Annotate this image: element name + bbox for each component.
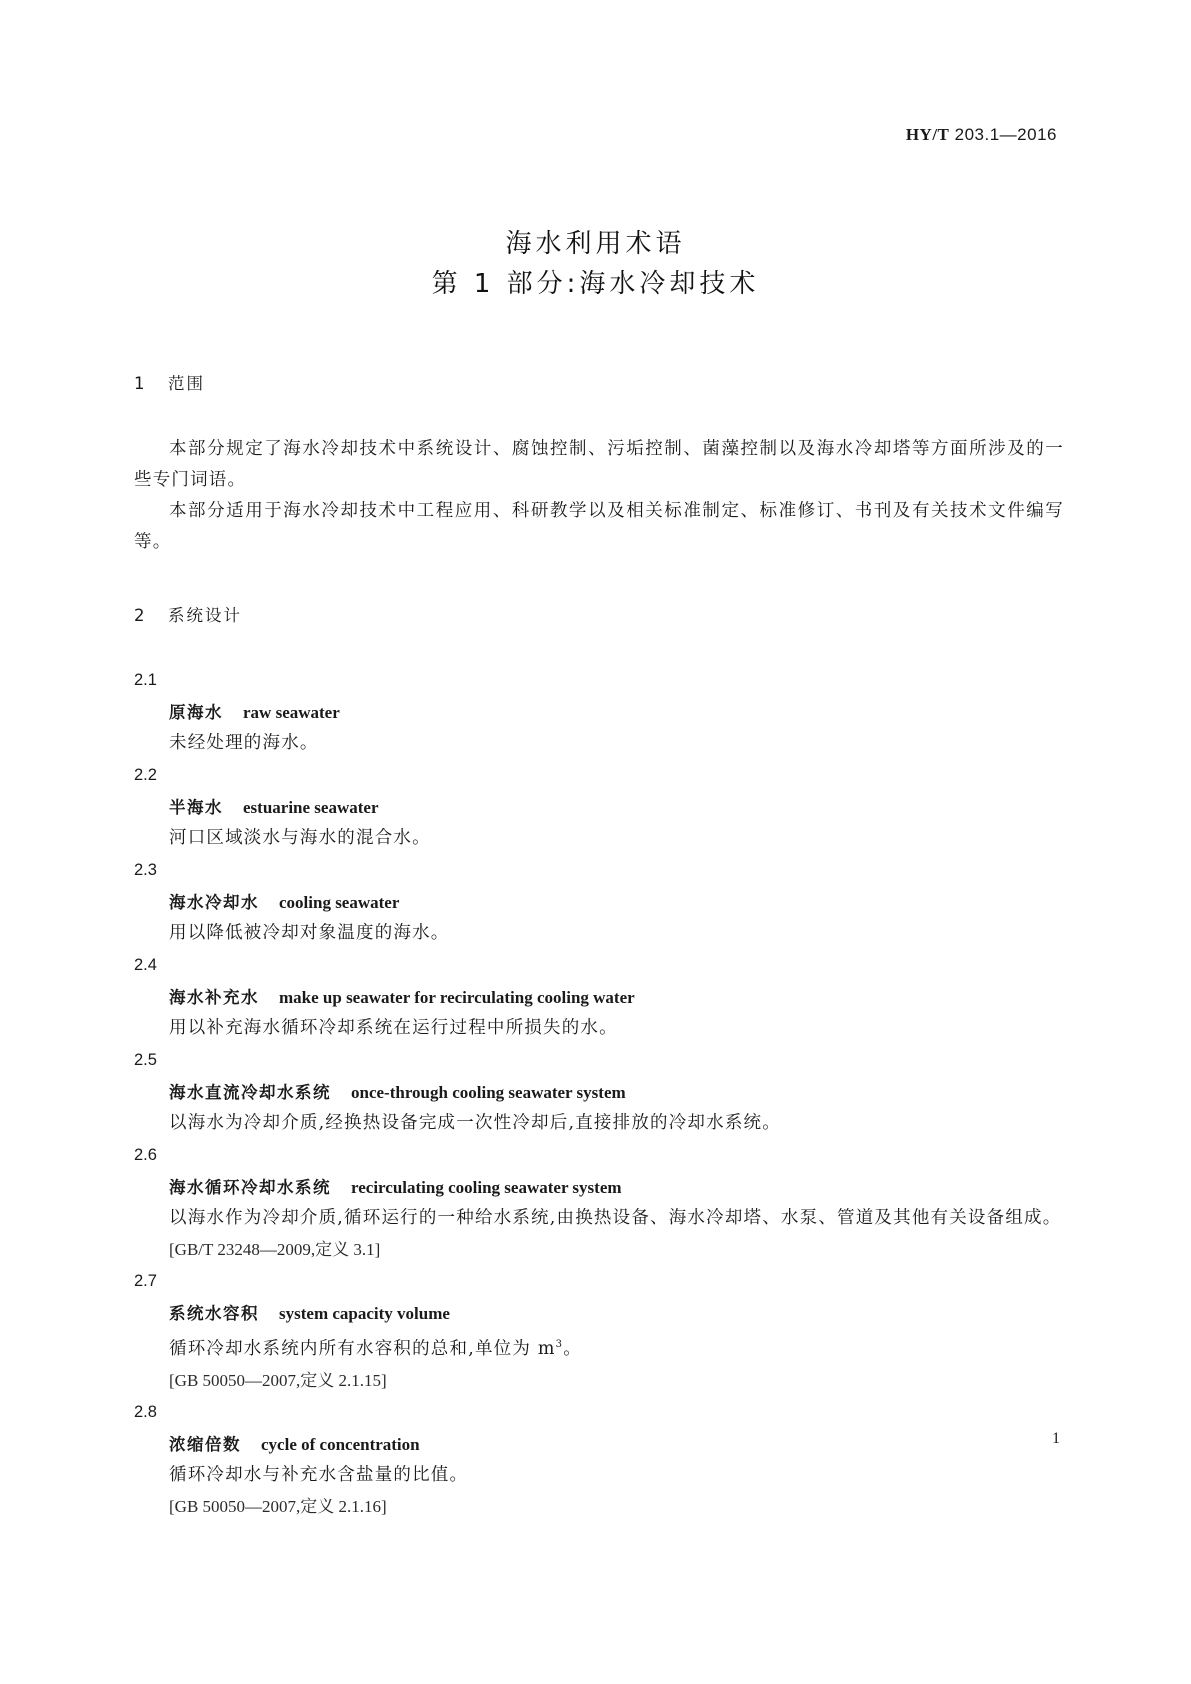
term-definition bbox=[134, 1329, 1064, 1365]
section-number: 2 bbox=[134, 606, 145, 625]
document-code bbox=[906, 125, 1057, 145]
term-name-cn: 原海水 bbox=[169, 703, 223, 722]
term-definition-text: 循环冷却水系统内所有水容积的总和,单位为 m bbox=[169, 1339, 556, 1359]
term-definition: 未经处理的海水。 bbox=[169, 733, 319, 753]
term-name-cn: 半海水 bbox=[169, 798, 223, 817]
term-source: [GB 50050—2007,定义 2.1.15] bbox=[169, 1371, 387, 1390]
term-name bbox=[134, 1172, 1064, 1203]
term-source: [GB 50050—2007,定义 2.1.16] bbox=[169, 1497, 387, 1516]
term-number: 2.6 bbox=[134, 1146, 157, 1164]
term-definition: 用以补充海水循环冷却系统在运行过程中所损失的水。 bbox=[169, 1018, 618, 1038]
document-code-prefix: HY/T bbox=[905, 125, 950, 144]
term-entry bbox=[134, 854, 1064, 949]
term-name-cn: 系统水容积 bbox=[169, 1304, 259, 1323]
term-name bbox=[134, 1429, 1064, 1460]
section-number: 1 bbox=[134, 374, 145, 393]
term-name bbox=[134, 1298, 1064, 1329]
term-entry bbox=[134, 1396, 1064, 1522]
section-title: 系统设计 bbox=[168, 606, 242, 625]
term-entry bbox=[134, 1044, 1064, 1139]
term-definition: 用以降低被冷却对象温度的海水。 bbox=[169, 923, 450, 943]
term-definition: 循环冷却水与补充水含盐量的比值。 bbox=[169, 1465, 469, 1485]
term-name-en: cycle of concentration bbox=[261, 1435, 420, 1454]
title-line-1: 海水利用术语 bbox=[505, 229, 686, 259]
title-line-2: 第 1 部分:海水冷却技术 bbox=[431, 269, 760, 299]
term-name-cn: 浓缩倍数 bbox=[169, 1435, 241, 1454]
term-number: 2.3 bbox=[134, 861, 157, 879]
term-name-en: make up seawater for recirculating cooling water bbox=[279, 988, 635, 1007]
section-heading-scope bbox=[134, 370, 1064, 398]
document-code-number: 203.1—2016 bbox=[954, 125, 1057, 144]
term-definition: 以海水为冷却介质,经换热设备完成一次性冷却后,直接排放的冷却水系统。 bbox=[169, 1113, 781, 1133]
term-name-en: once-through cooling seawater system bbox=[351, 1083, 626, 1102]
term-name bbox=[134, 982, 1064, 1013]
term-definition-superscript: 3 bbox=[555, 1339, 564, 1350]
term-name-en: estuarine seawater bbox=[243, 798, 379, 817]
term-number: 2.1 bbox=[134, 671, 157, 689]
term-entry bbox=[134, 664, 1064, 759]
term-entry bbox=[134, 1265, 1064, 1396]
term-name bbox=[134, 1077, 1064, 1108]
term-source: [GB/T 23248—2009,定义 3.1] bbox=[169, 1240, 381, 1259]
term-name-cn: 海水补充水 bbox=[169, 988, 259, 1007]
term-definition: 河口区域淡水与海水的混合水。 bbox=[169, 828, 431, 848]
term-name-cn: 海水直流冷却水系统 bbox=[169, 1083, 331, 1102]
term-name-en: system capacity volume bbox=[279, 1304, 450, 1323]
term-entry bbox=[134, 949, 1064, 1044]
term-name bbox=[134, 887, 1064, 918]
term-definition: 以海水作为冷却介质,循环运行的一种给水系统,由换热设备、海水冷却塔、水泵、管道及其他有关设备组成。 bbox=[169, 1208, 1062, 1228]
term-number: 2.2 bbox=[134, 766, 157, 784]
term-name bbox=[134, 792, 1064, 823]
term-name-en: recirculating cooling seawater system bbox=[351, 1178, 622, 1197]
term-number: 2.5 bbox=[134, 1051, 157, 1069]
term-entry bbox=[134, 759, 1064, 854]
term-number: 2.7 bbox=[134, 1272, 157, 1290]
document-body bbox=[134, 370, 1064, 1522]
term-name bbox=[134, 697, 1064, 728]
term-entry bbox=[134, 1139, 1064, 1265]
page-number: 1 bbox=[1052, 1430, 1060, 1447]
term-name-en: raw seawater bbox=[243, 703, 340, 722]
term-number: 2.4 bbox=[134, 956, 157, 974]
term-name-cn: 海水冷却水 bbox=[169, 893, 259, 912]
scope-paragraph-1: 本部分规定了海水冷却技术中系统设计、腐蚀控制、污垢控制、菌藻控制以及海水冷却塔等方面所涉及的一些专门词语。 bbox=[134, 439, 1064, 490]
term-number: 2.8 bbox=[134, 1403, 157, 1421]
term-name-cn: 海水循环冷却水系统 bbox=[169, 1178, 331, 1197]
term-definition-end: 。 bbox=[563, 1339, 582, 1359]
document-title bbox=[0, 224, 1191, 304]
section-title: 范围 bbox=[168, 374, 205, 393]
term-name-en: cooling seawater bbox=[279, 893, 400, 912]
section-heading-system-design bbox=[134, 602, 1064, 630]
scope-paragraph-2: 本部分适用于海水冷却技术中工程应用、科研教学以及相关标准制定、标准修订、书刊及有关技术文件编写等。 bbox=[134, 501, 1064, 552]
